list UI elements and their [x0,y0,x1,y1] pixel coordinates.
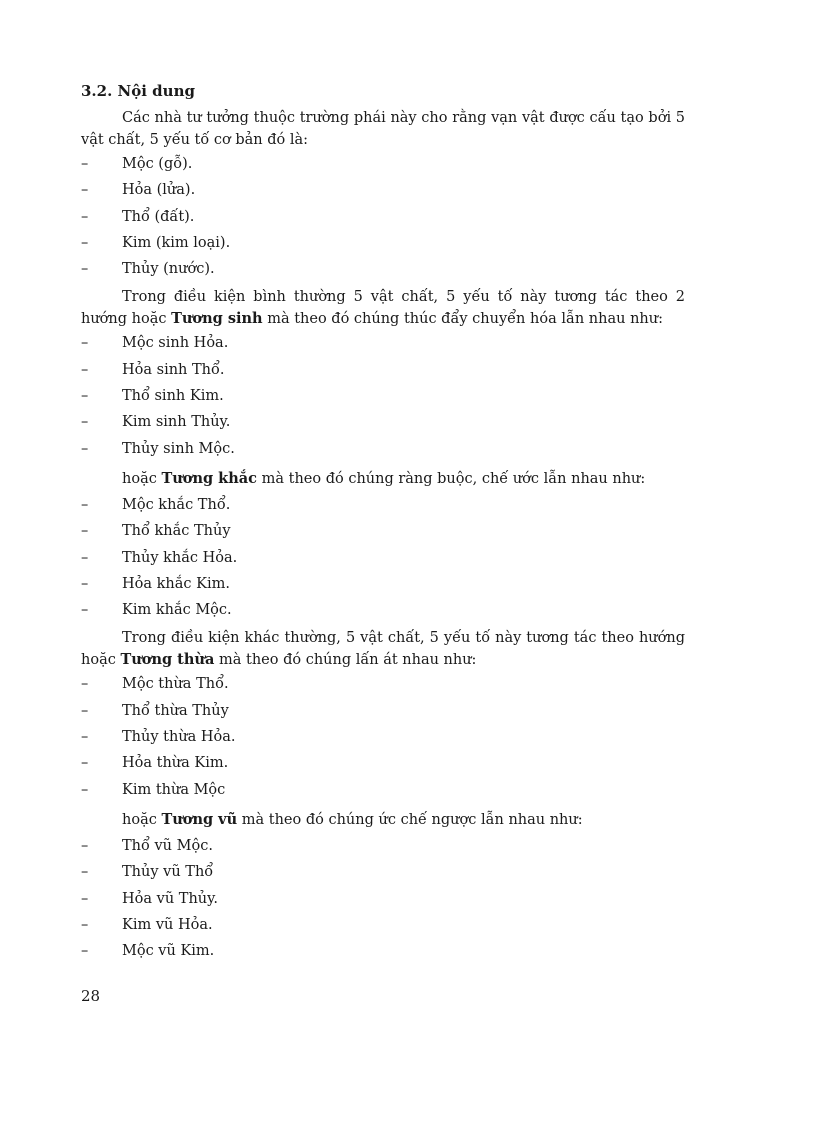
list-item-text: Thủy (nước). [122,261,215,278]
list-marker: – [81,414,89,431]
list-marker: – [81,781,89,798]
list-item-text: Mộc thừa Thổ. [122,676,229,693]
list-item-text: Hỏa thừa Kim. [122,755,229,772]
page-number: 28 [81,987,101,1005]
list-item-text: Mộc khắc Thổ. [122,496,231,513]
list-marker: – [81,602,89,619]
term-tuong-vu: Tương vũ [161,810,238,828]
list-marker: – [81,837,89,854]
list-item [81,409,685,435]
list-marker: – [81,916,89,933]
vu-text-start: hoặc [122,811,162,828]
list-marker: – [81,755,89,772]
list-item [81,671,685,697]
page-content [81,80,685,968]
list-item [81,330,685,356]
list-item-text: Thổ khắc Thủy [122,523,231,540]
list-item-text: Thủy thừa Hỏa. [122,729,236,746]
list-item [81,177,685,203]
list-marker: – [81,575,89,592]
term-tuong-sinh: Tương sinh [171,310,263,328]
list-item [81,886,685,912]
list-marker: – [81,890,89,907]
list-item [81,833,685,859]
list-item [81,859,685,885]
list-item [81,357,685,383]
list-marker: – [81,943,89,960]
list-marker: – [81,523,89,540]
list-item [81,204,685,230]
list-item [81,912,685,938]
list-marker: – [81,388,89,405]
tuong-vu-lead [81,807,685,833]
list-marker: – [81,261,89,278]
list-item [81,545,685,571]
list-item [81,571,685,597]
tuong-thua-list [81,671,685,802]
list-marker: – [81,440,89,457]
list-marker: – [81,729,89,746]
list-item-text: Mộc (gỗ). [122,156,193,172]
list-item-text: Thủy vũ Thổ [122,864,214,881]
list-item-text: Mộc sinh Hỏa. [122,335,229,352]
abnormal-interaction-paragraph [81,627,685,671]
section-heading: 3.2. Nội dung [81,82,195,100]
list-marker: – [81,182,89,199]
khac-text-start: hoặc [122,470,162,487]
tuong-vu-list [81,833,685,964]
list-item-text: Thủy sinh Mộc. [122,440,235,457]
list-item [81,938,685,964]
list-item [81,436,685,462]
list-item [81,383,685,409]
list-marker: – [81,335,89,352]
list-item-text: Kim thừa Mộc [122,781,226,798]
list-item-text: Thủy khắc Hỏa. [122,549,238,566]
list-item-text: Hỏa khắc Kim. [122,575,230,592]
list-item [81,518,685,544]
list-item-text: Hỏa vũ Thủy. [122,890,218,907]
list-item-text: Kim sinh Thủy. [122,414,231,431]
tuong-khac-lead [81,466,685,492]
khac-text-end: mà theo đó chúng ràng buộc, chế ước lẫn nhau như: [257,470,646,487]
normal-text-start: Trong điều kiện bình thường 5 vật chất, 5 yếu tố này tương tác theo 2 hướng hoặc [81,289,685,328]
list-item-text: Thổ thừa Thủy [122,702,229,719]
list-item [81,597,685,623]
list-marker: – [81,676,89,693]
normal-interaction-paragraph [81,286,685,330]
intro-paragraph: Các nhà tư tưởng thuộc trường phái này cho rằng vạn vật được cấu tạo bởi 5 vật chất, 5 yếu tố cơ bản đó là: [81,110,685,148]
list-item [81,777,685,803]
tuong-khac-list [81,492,685,623]
list-marker: – [81,702,89,719]
list-marker: – [81,361,89,378]
abnormal-text-start: Trong điều kiện khác thường, 5 vật chất, 5 yếu tố này tương tác theo hướng hoặc [81,630,685,669]
list-item [81,698,685,724]
vu-text-end: mà theo đó chúng ức chế ngược lẫn nhau như: [237,811,583,828]
list-marker: – [81,208,89,225]
list-marker: – [81,496,89,513]
list-item [81,256,685,282]
tuong-sinh-list [81,330,685,461]
list-item [81,230,685,256]
list-marker: – [81,864,89,881]
list-item-text: Hỏa (lửa). [122,182,196,199]
normal-text-end: mà theo đó chúng thúc đẩy chuyển hóa lẫn nhau như: [262,311,663,328]
list-item-text: Kim (kim loại). [122,234,231,251]
list-item-text: Mộc vũ Kim. [122,943,215,960]
list-marker: – [81,234,89,251]
elements-list [81,151,685,282]
list-item-text: Thổ sinh Kim. [122,388,224,405]
list-item [81,492,685,518]
list-item-text: Thổ vũ Mộc. [122,837,213,854]
list-item [81,724,685,750]
term-tuong-thua: Tương thừa [120,651,215,669]
list-item-text: Thổ (đất). [122,208,195,225]
list-item-text: Kim khắc Mộc. [122,602,232,619]
term-tuong-khac: Tương khắc [161,469,257,487]
list-marker: – [81,156,89,172]
abnormal-text-end: mà theo đó chúng lấn át nhau như: [214,652,477,669]
list-item-text: Hỏa sinh Thổ. [122,361,225,378]
list-item [81,151,685,177]
list-item-text: Kim vũ Hỏa. [122,916,213,933]
list-marker: – [81,549,89,566]
list-item [81,750,685,776]
